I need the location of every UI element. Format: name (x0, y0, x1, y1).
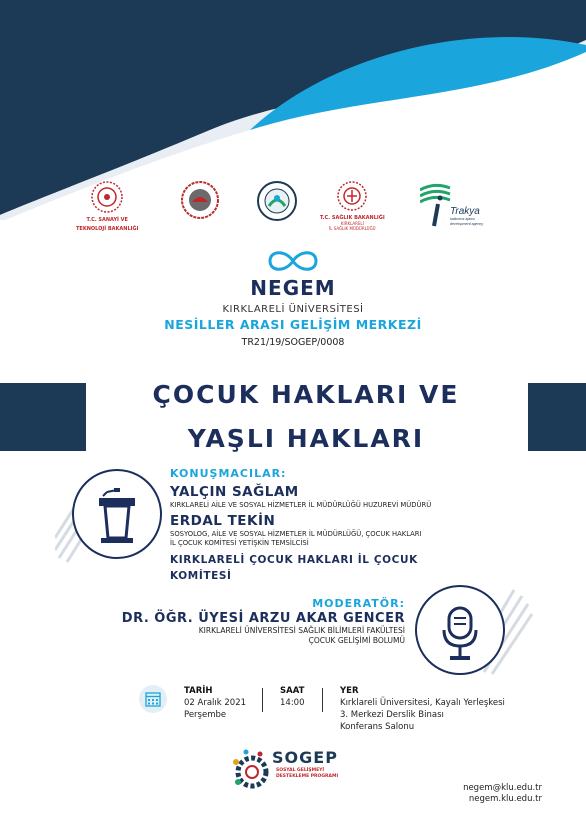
speaker-1-name: YALÇIN SAĞLAM (170, 484, 299, 500)
saglik-logo (320, 180, 385, 231)
contact-info (463, 783, 542, 805)
event-title-line-1: ÇOCUK HAKLARI VE (152, 380, 460, 409)
date-info (184, 685, 246, 721)
trakya-name: Trakya (450, 206, 480, 217)
center-header (0, 250, 586, 348)
speakers-label: KONUŞMACILAR: (170, 467, 287, 480)
divider-1 (262, 688, 263, 712)
saglik-caption-1: T.C. SAĞLIK BAKANLIĞI (320, 215, 385, 221)
sogep-gear-icon (230, 748, 272, 794)
place-line-2: 3. Merkezi Derslik Binası (340, 710, 444, 720)
sanayi-caption-2: TEKNOLOJİ BAKANLIĞI (76, 226, 139, 232)
infinity-icon (256, 250, 330, 272)
podium-graphic (55, 468, 165, 564)
title-bar-left (0, 383, 86, 451)
university-name: KIRKLARELİ ÜNİVERSİTESİ (222, 304, 364, 315)
time-value: 14:00 (280, 698, 305, 708)
place-label: YER (340, 686, 359, 696)
time-label: SAAT (280, 686, 305, 696)
title-bar-right (528, 383, 586, 451)
moderator-label: MODERATÖR: (312, 597, 405, 610)
trakya-tag-2: development agency (450, 222, 484, 226)
moderator-section (60, 597, 405, 646)
time-info (280, 685, 305, 709)
sogep-text: SOGEP (272, 748, 338, 767)
speaker-2-role-2: İL ÇOCUK KOMİTESİ YETİŞKİN TEMSİLCİSİ (170, 539, 309, 547)
calendar-icon (138, 684, 168, 714)
place-line-3: Konferans Salonu (340, 722, 415, 732)
saglik-caption-2: KIRKLARELİ (340, 221, 364, 226)
contact-email[interactable]: negem@klu.edu.tr (463, 783, 542, 793)
governorship-seal-icon (180, 180, 220, 220)
saglik-caption-3: İL SAĞLIK MÜDÜRLÜĞÜ (329, 226, 376, 231)
trakya-agency-icon (420, 182, 502, 228)
university-logo (256, 180, 298, 222)
date-label: TARİH (184, 686, 213, 696)
partner-logos (70, 180, 530, 240)
speaker-2-role: SOSYOLOG, AİLE VE SOSYAL HİZMETLER İL MÜDÜRLÜĞÜ, ÇOCUK HAKLARI (170, 530, 422, 538)
negem-logo-text: NEGEM (250, 276, 336, 300)
ministry-emblem-icon (90, 180, 124, 214)
divider-2 (322, 688, 323, 712)
sogep-sub-2: DESTEKLEME PROGRAMI (276, 774, 339, 779)
event-title-line-2: YAŞLI HAKLARI (187, 424, 425, 453)
project-code: TR21/19/SOGEP/0008 (241, 337, 345, 348)
governorship-logo (180, 180, 220, 220)
sogep-logo (230, 748, 339, 798)
sogep-sub-1: SOSYAL GELİŞMEYİ (276, 768, 325, 773)
speaker-2-name: ERDAL TEKİN (170, 513, 276, 529)
trakya-logo (420, 182, 502, 228)
sanayi-logo (76, 180, 138, 232)
trakya-tag-1: kalkınma ajansı (450, 217, 475, 221)
contact-website[interactable]: negem.klu.edu.tr (468, 794, 542, 804)
speaker-1-role: KIRKLARELİ AİLE VE SOSYAL HİZMETLER İL MÜDÜRLÜĞÜ HUZUREVİ MÜDÜRÜ (170, 501, 432, 509)
microphone-graphic (408, 578, 533, 678)
moderator-role-2: ÇOCUK GELİŞİMİ BOLUMÜ (308, 636, 405, 645)
place-info (340, 685, 505, 733)
speakers-section (170, 467, 540, 583)
sanayi-caption-1: T.C. SANAYİ VE (86, 217, 128, 223)
committee-line-1: KIRKLARELİ ÇOCUK HAKLARI İL ÇOCUK (170, 554, 418, 566)
center-name: NESİLLER ARASI GELİŞİM MERKEZİ (164, 317, 422, 332)
weekday-value: Perşembe (184, 710, 227, 720)
university-seal-icon (256, 180, 298, 222)
health-ministry-emblem-icon (336, 180, 368, 212)
committee-line-2: KOMİTESİ (170, 570, 232, 582)
date-value: 02 Aralık 2021 (184, 698, 247, 708)
moderator-name: DR. ÖĞR. ÜYESİ ARZU AKAR GENCER (121, 611, 405, 626)
moderator-role-1: KIRKLARELİ ÜNİVERSİTESİ SAĞLIK BİLİMLERİ FAKÜLTESİ (198, 626, 405, 635)
place-line-1: Kırklareli Üniversitesi, Kayalı Yerleşkesi (340, 698, 505, 708)
